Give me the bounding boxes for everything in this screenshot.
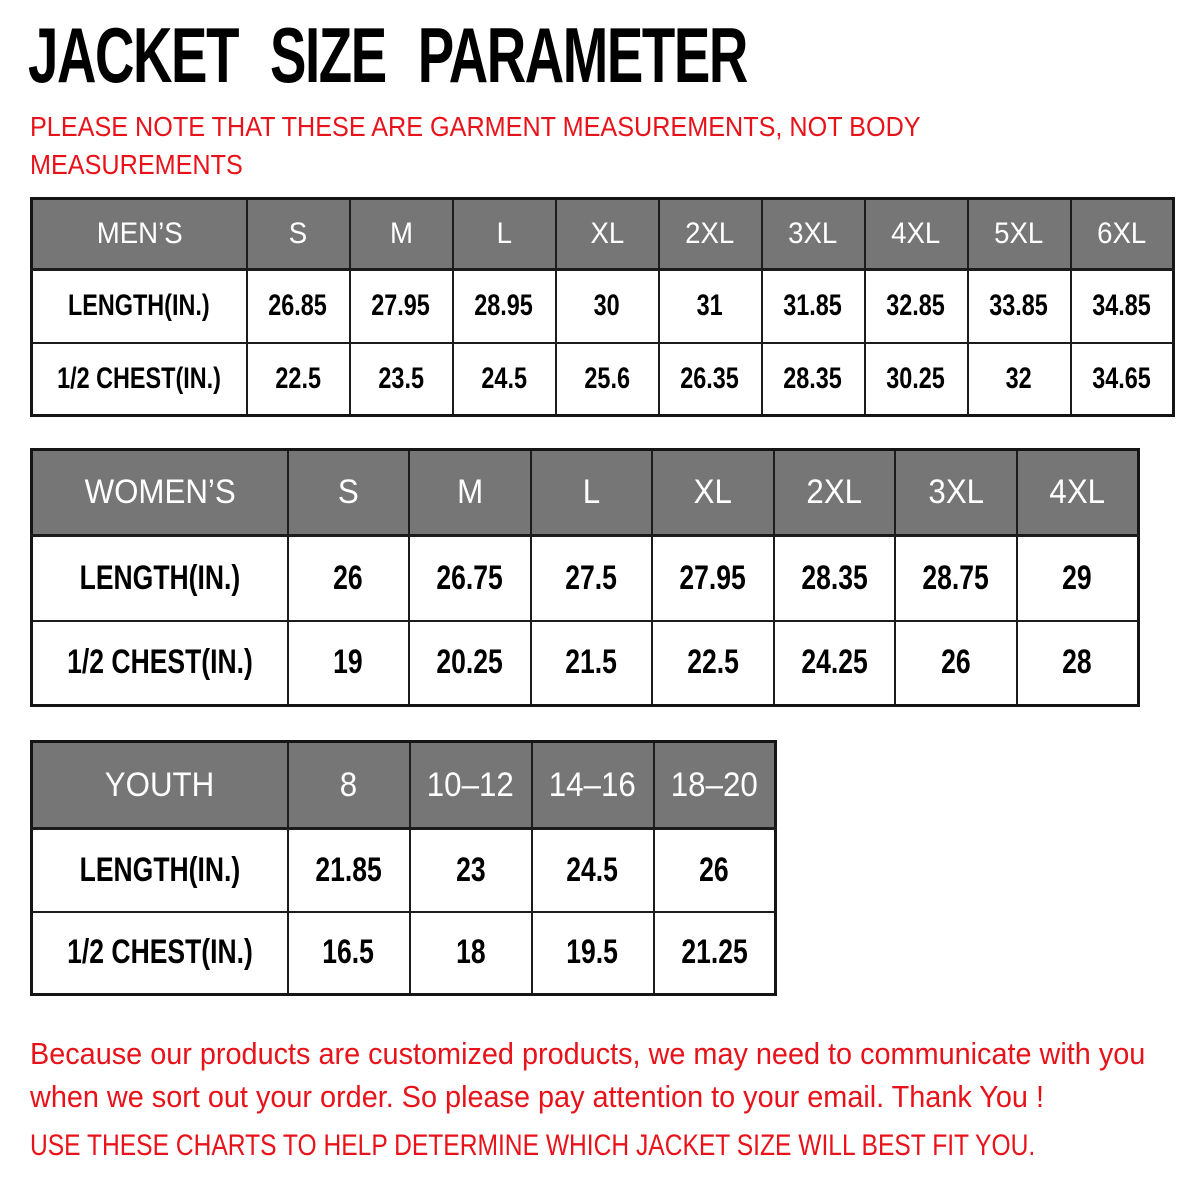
chest-label: 1/2 CHEST(IN.) — [57, 361, 222, 395]
value-cell — [288, 829, 410, 912]
size-header-cell — [556, 199, 659, 270]
value: 24.5 — [481, 361, 527, 395]
value: 28.75 — [922, 558, 989, 597]
value-cell — [453, 343, 556, 416]
size-header-cell — [288, 450, 410, 536]
chart-usage-caption — [30, 1126, 1200, 1166]
value: 29 — [1062, 558, 1092, 597]
value: 22.5 — [686, 643, 739, 682]
value-cell — [865, 270, 968, 343]
size-4xl: 4XL — [891, 217, 941, 250]
value: 19.5 — [566, 933, 619, 972]
size-18-20: 18–20 — [670, 765, 758, 804]
youth-length-row — [32, 829, 776, 912]
size-14-16: 14–16 — [549, 765, 636, 804]
value-cell — [865, 343, 968, 416]
value: 28.35 — [801, 558, 868, 597]
row-label-cell — [32, 343, 247, 416]
value: 19 — [333, 643, 363, 682]
value-cell — [288, 912, 410, 995]
value-cell — [1071, 270, 1174, 343]
size-l: L — [582, 473, 600, 511]
value: 26 — [940, 643, 971, 682]
size-2xl: 2XL — [685, 217, 735, 250]
value-cell — [1017, 621, 1139, 706]
size-s: S — [337, 473, 359, 511]
value: 18 — [455, 933, 486, 972]
mens-size-table — [30, 197, 1175, 417]
value-cell — [247, 270, 350, 343]
size-header-cell — [895, 450, 1017, 536]
value-cell — [654, 912, 776, 995]
value-cell — [556, 343, 659, 416]
value: 16.5 — [322, 933, 375, 972]
value: 27.5 — [565, 558, 618, 597]
size-header-cell — [762, 199, 865, 270]
youth-size-table — [30, 740, 777, 996]
value-cell — [774, 536, 896, 621]
size-xl: XL — [590, 217, 624, 250]
mens-title-cell — [32, 199, 247, 270]
value: 25.6 — [584, 361, 630, 395]
row-label-cell — [32, 621, 288, 706]
value: 32.85 — [886, 289, 946, 323]
size-header-cell — [247, 199, 350, 270]
value: 28.95 — [474, 289, 534, 323]
value-cell — [774, 621, 896, 706]
customization-notice — [30, 1032, 1200, 1118]
value: 21.85 — [315, 850, 382, 889]
size-l: L — [496, 217, 512, 250]
size-m: M — [456, 473, 483, 511]
size-m: M — [389, 217, 413, 250]
size-header-cell — [1071, 199, 1174, 270]
value: 28 — [1062, 643, 1092, 682]
value-cell — [288, 536, 410, 621]
size-6xl: 6XL — [1097, 217, 1147, 250]
value-cell — [652, 621, 774, 706]
row-label-cell — [32, 536, 288, 621]
size-header-cell — [350, 199, 453, 270]
size-2xl: 2XL — [806, 473, 863, 511]
size-xl: XL — [693, 473, 732, 511]
value-cell — [1071, 343, 1174, 416]
value: 22.5 — [275, 361, 321, 395]
value: 34.65 — [1092, 361, 1152, 395]
size-header-cell — [532, 742, 654, 829]
note-line-1: PLEASE NOTE THAT THESE ARE GARMENT MEASUREMENTS, NOT BODY — [30, 111, 921, 142]
value: 31 — [696, 289, 724, 323]
size-header-cell — [774, 450, 896, 536]
size-header-cell — [968, 199, 1071, 270]
youth-title: YOUTH — [105, 765, 215, 804]
value: 31.85 — [783, 289, 843, 323]
womens-title: WOMEN’S — [84, 473, 236, 511]
value-cell — [968, 270, 1071, 343]
womens-length-row — [32, 536, 1139, 621]
value-cell — [350, 270, 453, 343]
size-header-cell — [409, 450, 531, 536]
row-label-cell — [32, 270, 247, 343]
size-10-12: 10–12 — [427, 765, 514, 804]
mens-length-row — [32, 270, 1174, 343]
womens-title-cell — [32, 450, 288, 536]
value-cell — [659, 343, 762, 416]
page-title: JACKET SIZE PARAMETER — [28, 11, 747, 99]
value-cell — [247, 343, 350, 416]
mens-chest-row — [32, 343, 1174, 416]
size-5xl: 5XL — [994, 217, 1044, 250]
value-cell — [532, 912, 654, 995]
value: 24.5 — [566, 850, 619, 889]
value-cell — [895, 621, 1017, 706]
value-cell — [1017, 536, 1139, 621]
youth-chest-row — [32, 912, 776, 995]
size-header-cell — [410, 742, 532, 829]
size-header-cell — [654, 742, 776, 829]
value: 33.85 — [989, 289, 1049, 323]
value: 21.25 — [681, 933, 748, 972]
size-8: 8 — [339, 765, 358, 804]
value: 27.95 — [679, 558, 746, 597]
value: 26.75 — [436, 558, 503, 597]
value-cell — [659, 270, 762, 343]
size-s: S — [288, 217, 308, 250]
value-cell — [409, 536, 531, 621]
size-header-cell — [652, 450, 774, 536]
row-label-cell — [32, 912, 288, 995]
garment-measurement-note — [30, 108, 1020, 184]
size-4xl: 4XL — [1049, 473, 1105, 511]
value: 23 — [455, 850, 486, 889]
value-cell — [652, 536, 774, 621]
length-label: LENGTH(IN.) — [68, 289, 211, 323]
chest-label: 1/2 CHEST(IN.) — [66, 643, 253, 682]
value-cell — [410, 829, 532, 912]
value-cell — [968, 343, 1071, 416]
value: 30.25 — [886, 361, 946, 395]
value-cell — [762, 343, 865, 416]
value: 21.5 — [565, 643, 618, 682]
size-header-cell — [453, 199, 556, 270]
value: 34.85 — [1092, 289, 1152, 323]
value: 26.35 — [680, 361, 740, 395]
footer-line-2: when we sort out your order. So please pay attention to your email. Thank You ! — [30, 1079, 1044, 1114]
value-cell — [895, 536, 1017, 621]
size-header-cell — [531, 450, 653, 536]
value-cell — [453, 270, 556, 343]
value-cell — [350, 343, 453, 416]
row-label-cell — [32, 829, 288, 912]
value: 23.5 — [378, 361, 424, 395]
value-cell — [531, 621, 653, 706]
caption-line: USE THESE CHARTS TO HELP DETERMINE WHICH JACKET SIZE WILL BEST FIT YOU. — [30, 1129, 1036, 1162]
youth-title-cell — [32, 742, 288, 829]
value-cell — [762, 270, 865, 343]
value: 20.25 — [436, 643, 503, 682]
value-cell — [409, 621, 531, 706]
value-cell — [410, 912, 532, 995]
value: 32 — [1005, 361, 1033, 395]
length-label: LENGTH(IN.) — [79, 558, 241, 597]
size-3xl: 3XL — [788, 217, 838, 250]
value: 28.35 — [783, 361, 843, 395]
mens-title: MEN’S — [96, 217, 183, 250]
value: 27.95 — [371, 289, 431, 323]
value: 24.25 — [801, 643, 868, 682]
value-cell — [654, 829, 776, 912]
youth-header-row — [32, 742, 776, 829]
value-cell — [288, 621, 410, 706]
size-header-cell — [865, 199, 968, 270]
mens-header-row — [32, 199, 1174, 270]
womens-chest-row — [32, 621, 1139, 706]
size-header-cell — [659, 199, 762, 270]
value: 30 — [593, 289, 621, 323]
value-cell — [532, 829, 654, 912]
footer-line-1: Because our products are customized products, we may need to communicate with you — [30, 1036, 1146, 1071]
value: 26.85 — [268, 289, 328, 323]
value: 26 — [333, 558, 363, 597]
womens-header-row — [32, 450, 1139, 536]
value-cell — [556, 270, 659, 343]
womens-size-table — [30, 448, 1140, 707]
chest-label: 1/2 CHEST(IN.) — [66, 933, 253, 972]
size-header-cell — [288, 742, 410, 829]
note-line-2: MEASUREMENTS — [30, 149, 243, 180]
size-3xl: 3XL — [927, 473, 984, 511]
length-label: LENGTH(IN.) — [79, 850, 241, 889]
size-header-cell — [1017, 450, 1139, 536]
value-cell — [531, 536, 653, 621]
value: 26 — [699, 850, 729, 889]
